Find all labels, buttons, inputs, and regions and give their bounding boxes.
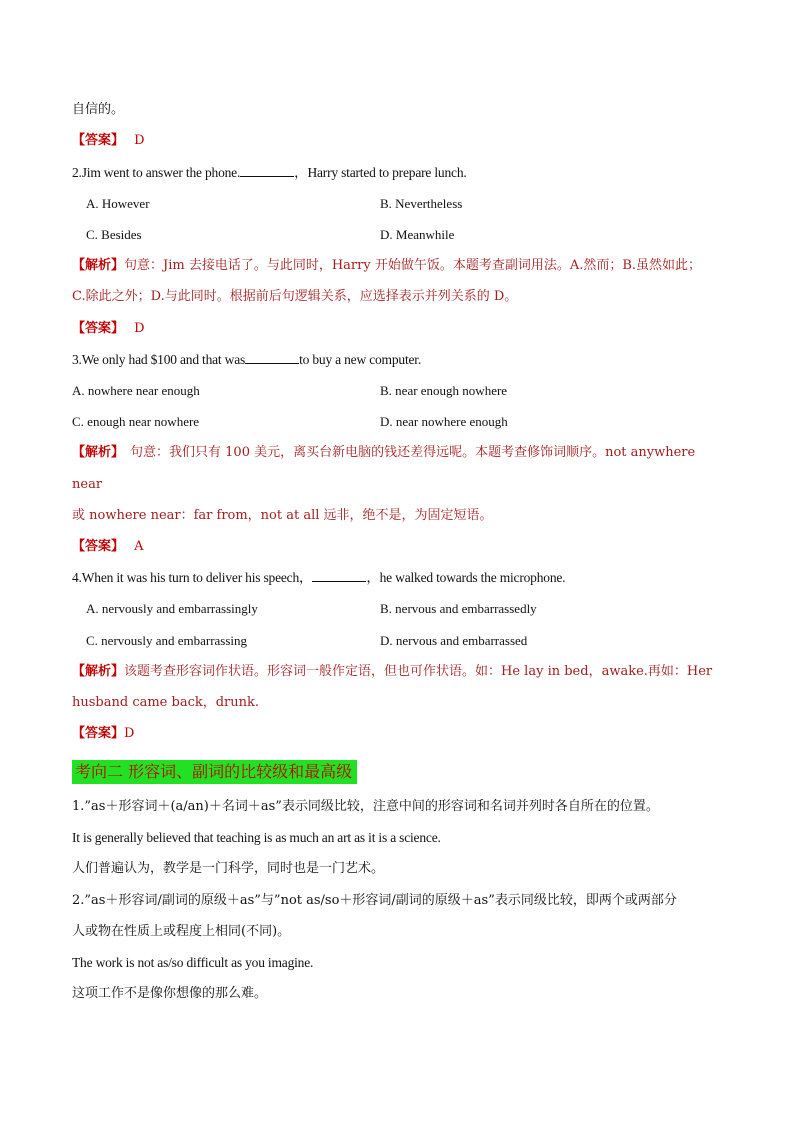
analysis-label: 【解析】: [72, 664, 125, 679]
section-p1-translation: 人们普遍认为，教学是一门科学，同时也是一门艺术。: [72, 861, 385, 876]
section-p1-example: It is generally believed that teaching is as much an art as it is a science.: [72, 830, 441, 845]
section-p1: 1.”as＋形容词＋(a/an)＋名词＋as”表示同级比较，注意中间的形容词和名词并列时各自所在的位置。: [72, 799, 659, 814]
q4-stem-post: ，he walked towards the microphone.: [366, 570, 566, 585]
analysis-label: 【解析】: [72, 445, 125, 460]
q3-blank: [245, 351, 299, 364]
q4-blank: [312, 569, 366, 582]
answer-label: 【答案】: [72, 726, 125, 741]
analysis-label: 【解析】: [72, 258, 125, 273]
q3-stem-post: to buy a new computer.: [299, 352, 422, 367]
section-p2-translation: 这项工作不是像你想像的那么难。: [72, 986, 268, 1001]
q3-option-a: A. nowhere near enough: [72, 383, 200, 398]
q2-blank: [240, 164, 294, 177]
q4-option-d: D. nervous and embarrassed: [380, 633, 528, 648]
q2-analysis-text1: 句意：Jim 去接电话了。与此同时，Harry 开始做午饭。本题考查副词用法。A.然而；B.虽然如此；: [124, 258, 702, 273]
section-p2-example: The work is not as/so difficult as you imagine.: [72, 955, 314, 970]
q3-option-c: C. enough near nowhere: [72, 414, 200, 429]
q4-option-c: C. nervously and embarrassing: [86, 633, 248, 648]
section-p2-line1: 2.”as＋形容词/副词的原级＋as”与”not as/so＋形容词/副词的原级＋as”表示同级比较，即两个或两部分: [72, 893, 677, 908]
q3-option-b: B. near enough nowhere: [380, 383, 508, 398]
q2-answer-line: [72, 320, 145, 338]
answer-label: 【答案】: [72, 321, 125, 336]
answer-label: 【答案】: [72, 133, 125, 148]
q3-analysis-line2: near: [72, 477, 103, 492]
q2-option-d: D. Meanwhile: [380, 227, 455, 242]
q2-analysis-line2: C.除此之外；D.与此同时。根据前后句逻辑关系，应选择表示并列关系的 D。: [72, 289, 518, 304]
q4-analysis-text1: 该题考查形容词作状语。形容词一般作定语，但也可作状语。如：He lay in bed，awake.再如：Her: [124, 664, 713, 679]
q4-answer: D: [124, 726, 135, 741]
q3-stem-pre: 3.We only had $100 and that was: [72, 352, 246, 367]
q3-answer: A: [134, 539, 144, 554]
q4-option-b: B. nervous and embarrassedly: [380, 601, 537, 616]
q2-answer: D: [134, 321, 145, 336]
q3-option-d: D. near nowhere enough: [380, 414, 508, 429]
q3-analysis-text1: 句意：我们只有 100 美元，离买台新电脑的钱还差得远呢。本题考查修饰词顺序。not anywhere: [130, 445, 696, 460]
q4-analysis-line2: husband came back，drunk.: [72, 695, 260, 710]
q3-answer-line: [72, 538, 144, 556]
q3-analysis-line3: 或 nowhere near：far from，not at all 远非，绝不是，为固定短语。: [72, 508, 493, 523]
q4-option-a: A. nervously and embarrassingly: [86, 601, 258, 616]
q2-analysis-line1: [72, 257, 701, 275]
q2-stem: [72, 164, 467, 182]
section-heading: 考向二 形容词、副词的比较级和最高级: [72, 760, 357, 784]
q1-answer: D: [134, 133, 145, 148]
q4-analysis-line1: [72, 663, 712, 681]
q4-stem: [72, 569, 565, 587]
q1-answer-line: [72, 132, 145, 150]
q2-option-b: B. Nevertheless: [380, 196, 463, 211]
q2-option-c: C. Besides: [86, 227, 142, 242]
q3-stem: [72, 351, 421, 369]
q4-stem-pre: 4.When it was his turn to deliver his speech，: [72, 570, 313, 585]
q2-stem-pre: 2.Jim went to answer the phone.: [72, 165, 241, 180]
q3-analysis-line1: [72, 444, 695, 462]
intro-tail: 自信的。: [72, 102, 125, 117]
answer-label: 【答案】: [72, 539, 125, 554]
q4-answer-line: [72, 725, 134, 743]
q2-option-a: A. However: [86, 196, 150, 211]
section-p2-line2: 人或物在性质上或程度上相同(不同)。: [72, 924, 291, 939]
q2-stem-post: ，Harry started to prepare lunch.: [294, 165, 467, 180]
